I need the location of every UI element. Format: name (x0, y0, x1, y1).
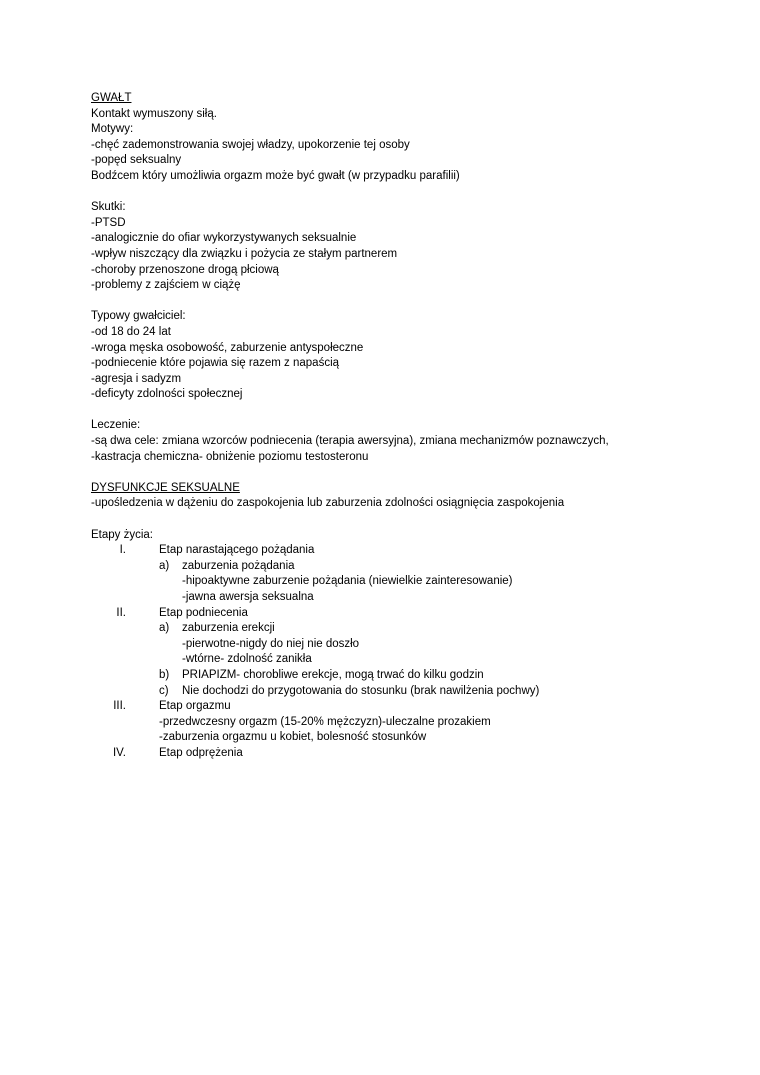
list-subitem (91, 668, 731, 684)
subheading-gwalciciel: Typowy gwałciciel: (91, 310, 186, 323)
text-line: -zaburzenia orgazmu u kobiet, bolesność stosunków (159, 731, 427, 744)
list-item-stage-3 (91, 699, 731, 715)
document-content (91, 91, 731, 762)
text-line: -są dwa cele: zmiana wzorców podniecenia (terapia awersyjna), zmiana mechanizmów poznawczych, (91, 435, 609, 448)
text-line: Kontakt wymuszony siłą. (91, 107, 217, 120)
text-line: -hipoaktywne zaburzenie pożądania (niewielkie zainteresowanie) (182, 575, 513, 588)
letter-label: c) (159, 684, 169, 697)
text-line: -upośledzenia w dążeniu do zaspokojenia lub zaburzenia zdolności osiągnięcia zaspokojenia (91, 497, 565, 510)
text-line: -popęd seksualny (91, 154, 182, 167)
subitem-text: Nie dochodzi do przygotowania do stosunku (brak nawilżenia pochwy) (182, 684, 540, 697)
text-line: -od 18 do 24 lat (91, 325, 171, 338)
text-line: Bodźcem który umożliwia orgazm może być gwałt (w przypadku parafilii) (91, 169, 460, 182)
text-line: -choroby przenoszone drogą płciową (91, 263, 279, 276)
roman-numeral: II. (116, 606, 126, 619)
list-subitem (91, 684, 731, 700)
list-subitem (91, 559, 731, 575)
letter-label: a) (159, 622, 170, 635)
text-line: -przedwczesny orgazm (15-20% mężczyzn)-uleczalne prozakiem (159, 715, 491, 728)
subitem-text: zaburzenia erekcji (182, 622, 275, 635)
roman-numeral: III. (113, 700, 126, 713)
roman-numeral: I. (119, 544, 126, 557)
stage-title: Etap narastającego pożądania (159, 544, 315, 557)
text-line: -wroga męska osobowość, zaburzenie antyspołeczne (91, 341, 364, 354)
heading-dysfunkcje: DYSFUNKCJE SEKSUALNE (91, 481, 240, 494)
text-line: -problemy z zajściem w ciążę (91, 279, 241, 292)
stage-title: Etap orgazmu (159, 700, 231, 713)
subheading-leczenie: Leczenie: (91, 419, 141, 432)
text-line: -analogicznie do ofiar wykorzystywanych seksualnie (91, 232, 357, 245)
text-line: -agresja i sadyzm (91, 372, 182, 385)
letter-label: a) (159, 559, 170, 572)
subitem-text: zaburzenia pożądania (182, 559, 295, 572)
subheading-skutki: Skutki: (91, 201, 126, 214)
subheading-etapy: Etapy życia: (91, 528, 153, 541)
text-line: -pierwotne-nigdy do niej nie doszło (182, 637, 360, 650)
letter-label: b) (159, 668, 170, 681)
subitem-text: PRIAPIZM- chorobliwe erekcje, mogą trwać do kilku godzin (182, 668, 484, 681)
list-subitem (91, 621, 731, 637)
heading-gwalt: GWAŁT (91, 92, 132, 104)
list-item-stage-4 (91, 746, 731, 762)
stage-title: Etap podniecenia (159, 606, 248, 619)
stage-title: Etap odprężenia (159, 746, 243, 759)
text-line: -kastracja chemiczna- obniżenie poziomu testosteronu (91, 450, 369, 463)
text-line: -wtórne- zdolność zanikła (182, 653, 312, 666)
text-line: -chęć zademonstrowania swojej władzy, upokorzenie tej osoby (91, 138, 410, 151)
text-line: -podniecenie które pojawia się razem z napaścią (91, 357, 340, 370)
text-line: Motywy: (91, 123, 134, 136)
text-line: -jawna awersja seksualna (182, 591, 314, 603)
list-item-stage-2 (91, 606, 731, 622)
text-line: -deficyty zdolności społecznej (91, 388, 243, 401)
text-line: -wpływ niszczący dla związku i pożycia ze stałym partnerem (91, 247, 398, 260)
list-item-stage-1 (91, 543, 731, 559)
roman-numeral: IV. (112, 746, 126, 759)
text-line: -PTSD (91, 216, 126, 229)
